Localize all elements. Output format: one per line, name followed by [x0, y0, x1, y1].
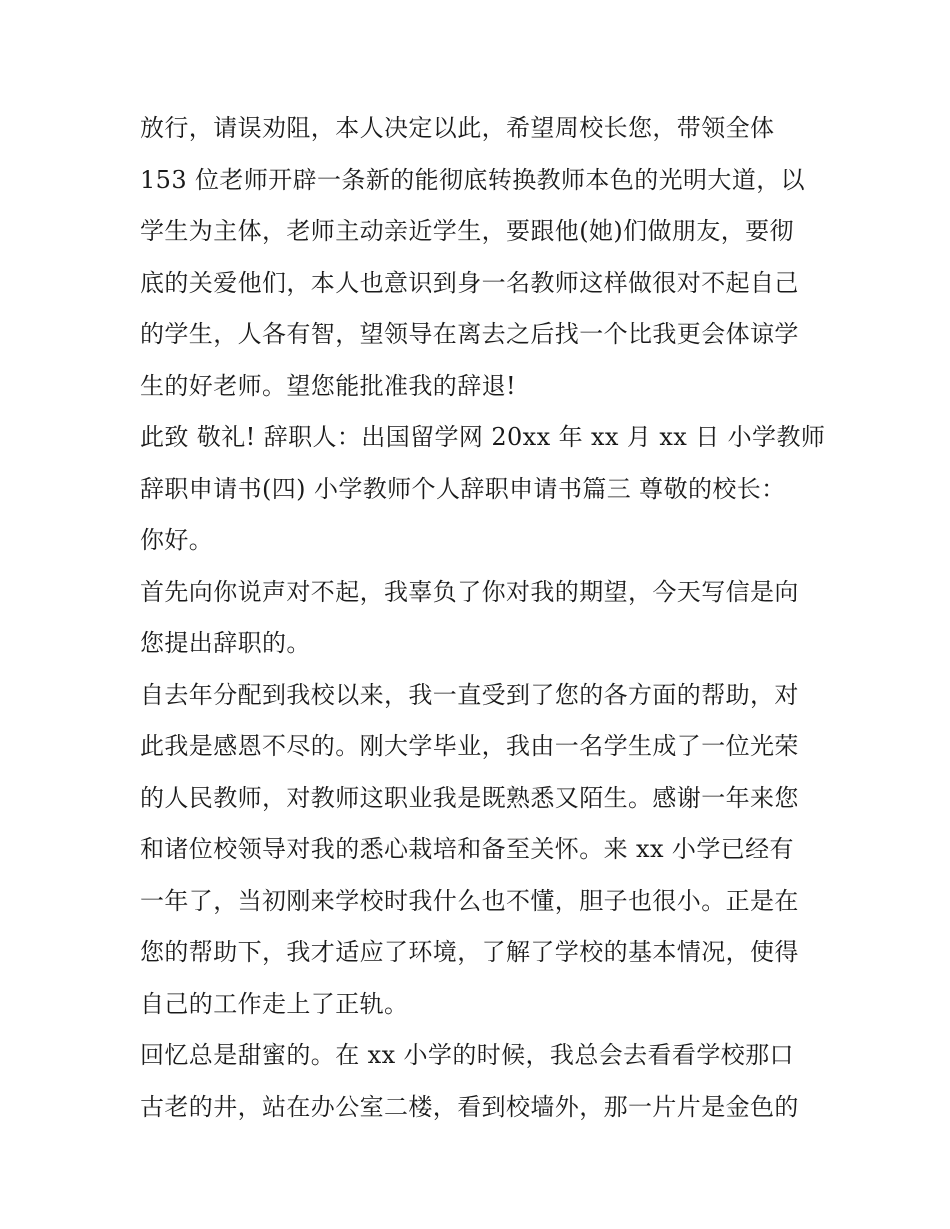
text-line: 放行，请误劝阻，本人决定以此，希望周校长您，带领全体: [140, 114, 775, 142]
text-line: 此致 敬礼! 辞职人：出国留学网 20xx 年 xx 月 xx 日 小学教师: [140, 423, 826, 451]
text-line: 底的关爱他们，本人也意识到身一名教师这样做很对不起自己: [140, 268, 799, 297]
text-line: 的人民教师，对教师这职业我是既熟悉又陌生。感谢一年来您: [140, 783, 799, 812]
text-line: 一年了，当初刚来学校时我什么也不懂，胆子也很小。正是在: [140, 886, 799, 915]
text-line: 你好。: [140, 526, 214, 554]
text-line: 自己的工作走上了正轨。: [140, 989, 409, 1018]
text-line: 生的好老师。望您能批准我的辞退!: [140, 371, 517, 400]
text-line: 自去年分配到我校以来，我一直受到了您的各方面的帮助，对: [140, 680, 799, 709]
text-line: 您的帮助下，我才适应了环境，了解了学校的基本情况，使得: [140, 938, 799, 966]
text-line: 您提出辞职的。: [140, 629, 311, 657]
text-line: 和诸位校领导对我的悉心栽培和备至关怀。来 xx 小学已经有: [140, 835, 794, 863]
text-line: 的学生，人各有智，望领导在离去之后找一个比我更会体谅学: [140, 320, 799, 348]
document-body: [140, 103, 826, 1133]
text-line: 辞职申请书(四) 小学教师个人辞职申请书篇三 尊敬的校长：: [140, 474, 786, 503]
text-line: 古老的井，站在办公室二楼，看到校墙外，那一片片是金色的: [140, 1092, 799, 1121]
text-line: 回忆总是甜蜜的。在 xx 小学的时候，我总会去看看学校那口: [140, 1041, 794, 1069]
text-line: 153 位老师开辟一条新的能彻底转换教师本色的光明大道，以: [140, 165, 806, 194]
text-line: 此我是感恩不尽的。刚大学毕业，我由一名学生成了一位光荣: [140, 732, 799, 760]
text-line: 学生为主体，老师主动亲近学生，要跟他(她)们做朋友，要彻: [140, 217, 794, 245]
text-line: 首先向你说声对不起，我辜负了你对我的期望，今天写信是向: [140, 577, 799, 606]
